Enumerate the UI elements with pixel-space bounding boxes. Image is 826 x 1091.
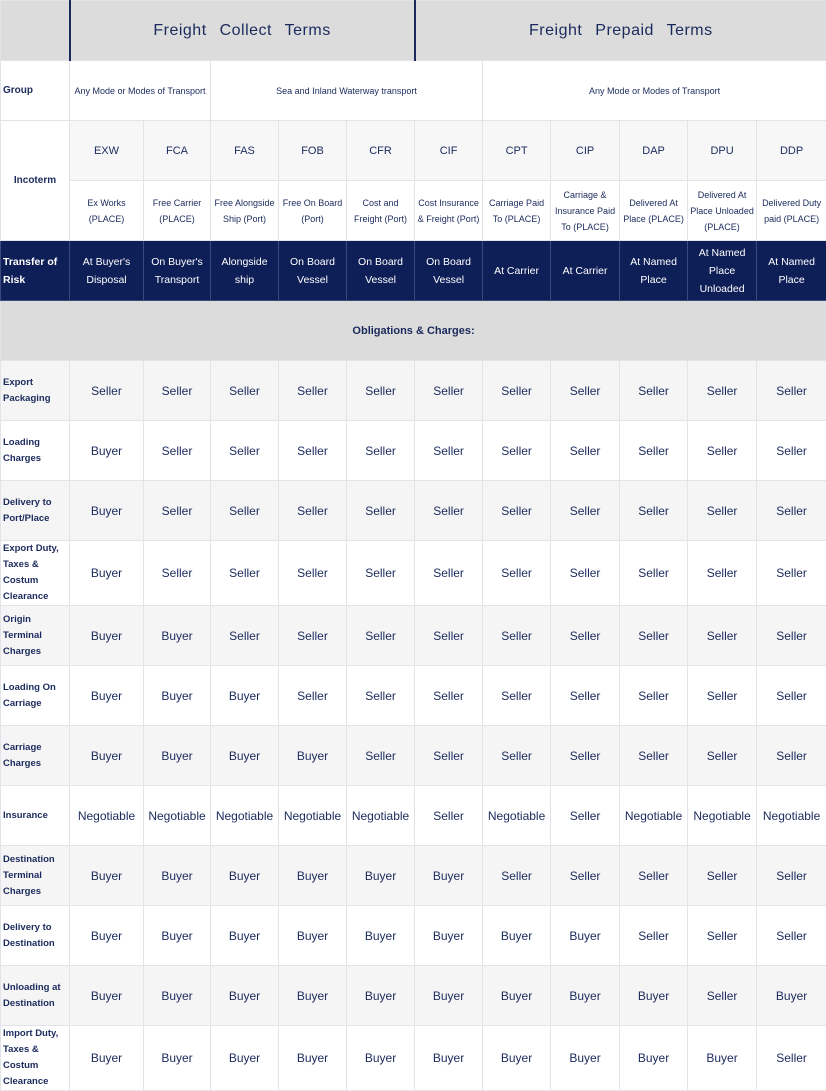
obligation-value: Buyer bbox=[144, 846, 211, 906]
obligation-row bbox=[1, 1026, 826, 1091]
risk-value: On Buyer's Transport bbox=[144, 241, 211, 301]
incoterm-description: Delivered At Place (PLACE) bbox=[620, 181, 688, 241]
obligation-value: Seller bbox=[757, 361, 826, 421]
obligation-value: Seller bbox=[483, 846, 551, 906]
obligation-value: Buyer bbox=[70, 481, 144, 541]
obligation-value: Negotiable bbox=[70, 786, 144, 846]
incoterm-description: Free On Board (Port) bbox=[279, 181, 347, 241]
obligation-value: Seller bbox=[211, 361, 279, 421]
obligation-label: Destination Terminal Charges bbox=[1, 846, 70, 906]
incoterm-code: DDP bbox=[757, 121, 826, 181]
obligation-value: Buyer bbox=[483, 1026, 551, 1091]
obligation-value: Buyer bbox=[620, 1026, 688, 1091]
incoterm-code: CFR bbox=[347, 121, 415, 181]
incoterm-code: FOB bbox=[279, 121, 347, 181]
obligation-value: Buyer bbox=[347, 1026, 415, 1091]
obligation-value: Seller bbox=[144, 541, 211, 606]
obligation-value: Seller bbox=[620, 541, 688, 606]
obligation-value: Buyer bbox=[70, 666, 144, 726]
obligation-value: Seller bbox=[211, 481, 279, 541]
freight-collect-title: Freight Collect Terms bbox=[70, 1, 415, 61]
incoterm-description: Cost Insurance & Freight (Port) bbox=[415, 181, 483, 241]
obligation-value: Seller bbox=[757, 421, 826, 481]
obligation-label: Origin Terminal Charges bbox=[1, 606, 70, 666]
obligation-value: Buyer bbox=[279, 1026, 347, 1091]
obligation-value: Seller bbox=[551, 361, 620, 421]
obligation-value: Seller bbox=[279, 421, 347, 481]
group-cell: Sea and Inland Waterway transport bbox=[211, 61, 483, 121]
obligation-value: Seller bbox=[483, 666, 551, 726]
obligation-value: Seller bbox=[620, 906, 688, 966]
obligation-value: Buyer bbox=[70, 966, 144, 1026]
obligation-value: Seller bbox=[347, 606, 415, 666]
obligation-value: Seller bbox=[483, 361, 551, 421]
obligation-value: Buyer bbox=[211, 666, 279, 726]
obligation-value: Seller bbox=[620, 421, 688, 481]
obligation-value: Buyer bbox=[70, 541, 144, 606]
obligation-value: Seller bbox=[757, 846, 826, 906]
obligation-value: Seller bbox=[551, 786, 620, 846]
obligation-value: Seller bbox=[415, 666, 483, 726]
risk-label: Transfer of Risk bbox=[1, 241, 70, 301]
incoterm-code: FCA bbox=[144, 121, 211, 181]
obligation-row bbox=[1, 906, 826, 966]
obligation-value: Buyer bbox=[144, 666, 211, 726]
obligation-value: Seller bbox=[483, 421, 551, 481]
obligation-value: Seller bbox=[415, 606, 483, 666]
incoterm-code: DPU bbox=[688, 121, 757, 181]
obligation-value: Buyer bbox=[70, 606, 144, 666]
obligation-value: Buyer bbox=[620, 966, 688, 1026]
obligation-value: Seller bbox=[757, 726, 826, 786]
obligation-row bbox=[1, 481, 826, 541]
group-row bbox=[1, 61, 826, 121]
obligations-title-row bbox=[1, 301, 826, 361]
obligation-value: Seller bbox=[279, 666, 347, 726]
terms-header-row bbox=[1, 1, 826, 61]
obligation-value: Buyer bbox=[347, 846, 415, 906]
obligation-value: Buyer bbox=[415, 906, 483, 966]
obligation-label: Export Duty, Taxes & Costum Clearance bbox=[1, 541, 70, 606]
obligation-value: Buyer bbox=[347, 966, 415, 1026]
obligation-value: Seller bbox=[483, 606, 551, 666]
incoterm-code: EXW bbox=[70, 121, 144, 181]
group-cell: Any Mode or Modes of Transport bbox=[70, 61, 211, 121]
risk-value: On Board Vessel bbox=[347, 241, 415, 301]
obligation-value: Seller bbox=[347, 421, 415, 481]
obligation-value: Seller bbox=[688, 541, 757, 606]
obligation-label: Unloading at Destination bbox=[1, 966, 70, 1026]
incoterm-desc-row bbox=[1, 181, 826, 241]
obligation-value: Buyer bbox=[551, 966, 620, 1026]
incoterm-code: DAP bbox=[620, 121, 688, 181]
obligation-value: Seller bbox=[347, 361, 415, 421]
incoterm-code: CIP bbox=[551, 121, 620, 181]
obligation-value: Buyer bbox=[70, 1026, 144, 1091]
obligation-value: Seller bbox=[144, 361, 211, 421]
group-label: Group bbox=[1, 61, 70, 121]
obligation-value: Seller bbox=[688, 421, 757, 481]
obligation-value: Seller bbox=[415, 541, 483, 606]
incoterm-description: Free Alongside Ship (Port) bbox=[211, 181, 279, 241]
obligation-value: Buyer bbox=[415, 846, 483, 906]
obligation-value: Seller bbox=[211, 606, 279, 666]
obligation-value: Seller bbox=[415, 361, 483, 421]
obligation-label: Loading Charges bbox=[1, 421, 70, 481]
obligation-value: Buyer bbox=[144, 606, 211, 666]
obligation-value: Seller bbox=[620, 481, 688, 541]
obligation-value: Buyer bbox=[279, 966, 347, 1026]
obligation-value: Seller bbox=[688, 726, 757, 786]
obligation-row bbox=[1, 666, 826, 726]
obligation-value: Seller bbox=[688, 966, 757, 1026]
incoterm-description: Carriage Paid To (PLACE) bbox=[483, 181, 551, 241]
obligation-value: Seller bbox=[415, 421, 483, 481]
incoterm-description: Delivered At Place Unloaded (PLACE) bbox=[688, 181, 757, 241]
obligation-value: Buyer bbox=[551, 906, 620, 966]
obligation-value: Buyer bbox=[211, 906, 279, 966]
obligation-label: Loading On Carriage bbox=[1, 666, 70, 726]
obligation-value: Seller bbox=[620, 606, 688, 666]
obligation-value: Seller bbox=[70, 361, 144, 421]
incoterm-code-row bbox=[1, 121, 826, 181]
obligation-value: Buyer bbox=[211, 846, 279, 906]
obligation-value: Buyer bbox=[688, 1026, 757, 1091]
incoterm-description: Cost and Freight (Port) bbox=[347, 181, 415, 241]
obligation-value: Seller bbox=[279, 481, 347, 541]
obligation-value: Seller bbox=[757, 906, 826, 966]
incoterm-description: Delivered Duty paid (PLACE) bbox=[757, 181, 826, 241]
obligation-value: Negotiable bbox=[620, 786, 688, 846]
incoterm-description: Free Carrier (PLACE) bbox=[144, 181, 211, 241]
obligation-value: Buyer bbox=[757, 966, 826, 1026]
obligation-value: Buyer bbox=[279, 726, 347, 786]
freight-prepaid-title: Freight Prepaid Terms bbox=[415, 1, 826, 61]
obligation-value: Seller bbox=[688, 906, 757, 966]
obligation-value: Seller bbox=[551, 481, 620, 541]
obligation-value: Seller bbox=[279, 541, 347, 606]
obligation-value: Seller bbox=[211, 541, 279, 606]
obligation-value: Buyer bbox=[551, 1026, 620, 1091]
obligation-value: Seller bbox=[757, 481, 826, 541]
incoterm-code: FAS bbox=[211, 121, 279, 181]
obligation-value: Seller bbox=[620, 726, 688, 786]
obligation-value: Seller bbox=[688, 481, 757, 541]
obligation-value: Buyer bbox=[415, 1026, 483, 1091]
obligation-value: Seller bbox=[551, 421, 620, 481]
obligation-value: Buyer bbox=[211, 966, 279, 1026]
obligation-value: Seller bbox=[551, 606, 620, 666]
obligation-value: Buyer bbox=[211, 726, 279, 786]
risk-value: At Named Place bbox=[620, 241, 688, 301]
obligation-value: Seller bbox=[415, 726, 483, 786]
obligation-value: Seller bbox=[483, 481, 551, 541]
obligation-value: Seller bbox=[620, 846, 688, 906]
obligation-value: Buyer bbox=[483, 966, 551, 1026]
obligation-value: Seller bbox=[347, 726, 415, 786]
obligation-value: Seller bbox=[415, 481, 483, 541]
obligation-value: Seller bbox=[347, 541, 415, 606]
obligation-value: Seller bbox=[620, 361, 688, 421]
obligation-label: Carriage Charges bbox=[1, 726, 70, 786]
obligation-value: Seller bbox=[757, 541, 826, 606]
obligation-value: Negotiable bbox=[279, 786, 347, 846]
obligation-value: Seller bbox=[483, 541, 551, 606]
obligation-row bbox=[1, 726, 826, 786]
incoterm-code: CPT bbox=[483, 121, 551, 181]
obligation-value: Seller bbox=[144, 421, 211, 481]
risk-value: At Carrier bbox=[483, 241, 551, 301]
obligation-value: Seller bbox=[688, 846, 757, 906]
obligation-value: Seller bbox=[347, 666, 415, 726]
risk-value: Alongside ship bbox=[211, 241, 279, 301]
obligation-value: Seller bbox=[211, 421, 279, 481]
obligations-title: Obligations & Charges: bbox=[1, 301, 826, 361]
risk-value: At Named Place Unloaded bbox=[688, 241, 757, 301]
obligation-row bbox=[1, 361, 826, 421]
obligation-row bbox=[1, 541, 826, 606]
obligation-row bbox=[1, 966, 826, 1026]
obligation-value: Buyer bbox=[144, 726, 211, 786]
obligation-value: Seller bbox=[551, 846, 620, 906]
obligation-value: Buyer bbox=[70, 846, 144, 906]
obligation-value: Seller bbox=[347, 481, 415, 541]
obligation-value: Seller bbox=[279, 361, 347, 421]
obligation-value: Buyer bbox=[144, 1026, 211, 1091]
obligation-label: Insurance bbox=[1, 786, 70, 846]
obligation-value: Negotiable bbox=[144, 786, 211, 846]
obligation-row bbox=[1, 421, 826, 481]
group-cell: Any Mode or Modes of Transport bbox=[483, 61, 826, 121]
obligation-value: Seller bbox=[551, 541, 620, 606]
obligation-value: Seller bbox=[757, 666, 826, 726]
corner-cell bbox=[1, 1, 70, 61]
obligation-label: Import Duty, Taxes & Costum Clearance bbox=[1, 1026, 70, 1091]
obligation-label: Delivery to Destination bbox=[1, 906, 70, 966]
obligation-value: Buyer bbox=[279, 846, 347, 906]
obligation-value: Buyer bbox=[347, 906, 415, 966]
risk-value: At Buyer's Disposal bbox=[70, 241, 144, 301]
obligation-value: Negotiable bbox=[757, 786, 826, 846]
obligation-value: Seller bbox=[551, 666, 620, 726]
obligation-value: Buyer bbox=[483, 906, 551, 966]
obligation-value: Seller bbox=[688, 606, 757, 666]
risk-value: On Board Vessel bbox=[415, 241, 483, 301]
obligation-value: Negotiable bbox=[688, 786, 757, 846]
obligation-value: Buyer bbox=[144, 966, 211, 1026]
obligation-label: Export Packaging bbox=[1, 361, 70, 421]
obligation-row bbox=[1, 606, 826, 666]
obligation-value: Buyer bbox=[70, 726, 144, 786]
incoterm-description: Carriage & Insurance Paid To (PLACE) bbox=[551, 181, 620, 241]
obligation-value: Negotiable bbox=[483, 786, 551, 846]
obligation-value: Seller bbox=[757, 606, 826, 666]
risk-value: On Board Vessel bbox=[279, 241, 347, 301]
obligation-row bbox=[1, 846, 826, 906]
obligation-value: Buyer bbox=[70, 421, 144, 481]
risk-value: At Carrier bbox=[551, 241, 620, 301]
obligation-value: Negotiable bbox=[347, 786, 415, 846]
obligation-row bbox=[1, 786, 826, 846]
obligation-value: Seller bbox=[620, 666, 688, 726]
obligation-value: Seller bbox=[757, 1026, 826, 1091]
obligation-value: Seller bbox=[688, 361, 757, 421]
obligation-value: Buyer bbox=[279, 906, 347, 966]
obligation-value: Buyer bbox=[70, 906, 144, 966]
obligation-value: Seller bbox=[688, 666, 757, 726]
obligation-value: Buyer bbox=[211, 1026, 279, 1091]
obligation-value: Seller bbox=[483, 726, 551, 786]
incoterm-description: Ex Works (PLACE) bbox=[70, 181, 144, 241]
obligation-value: Seller bbox=[415, 786, 483, 846]
obligation-value: Buyer bbox=[415, 966, 483, 1026]
obligation-value: Seller bbox=[279, 606, 347, 666]
risk-value: At Named Place bbox=[757, 241, 826, 301]
obligation-label: Delivery to Port/Place bbox=[1, 481, 70, 541]
obligation-value: Seller bbox=[551, 726, 620, 786]
incoterm-label: Incoterm bbox=[1, 121, 70, 241]
transfer-of-risk-row bbox=[1, 241, 826, 301]
incoterm-code: CIF bbox=[415, 121, 483, 181]
obligation-value: Negotiable bbox=[211, 786, 279, 846]
obligation-value: Seller bbox=[144, 481, 211, 541]
obligation-value: Buyer bbox=[144, 906, 211, 966]
